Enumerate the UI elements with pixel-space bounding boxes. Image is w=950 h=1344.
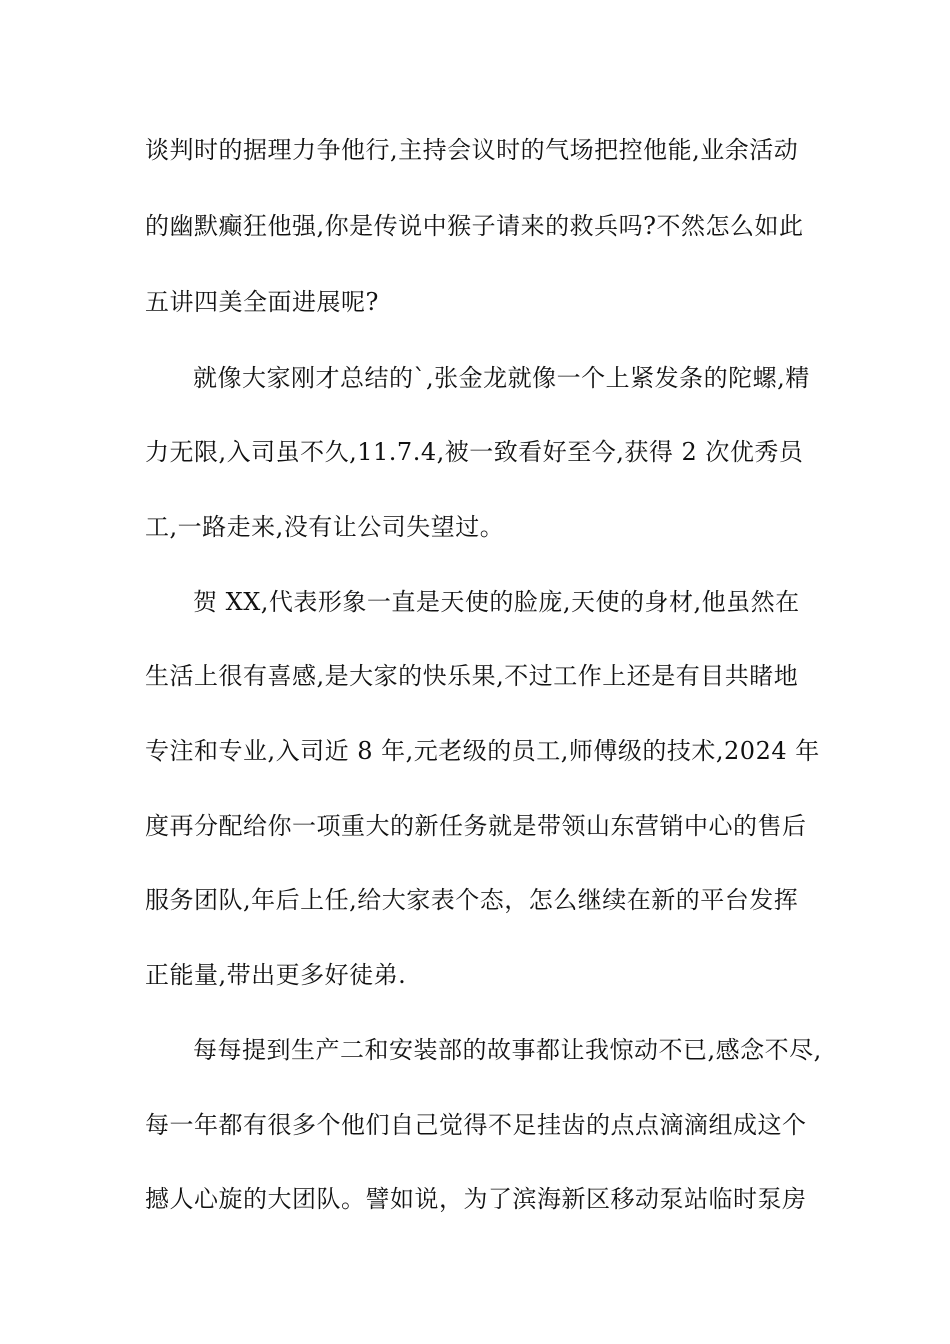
paragraph-1-line-3: 五讲四美全面进展呢? bbox=[145, 288, 379, 316]
paragraph-2-line-1: 就像大家刚才总结的`,张金龙就像一个上紧发条的陀螺,精 bbox=[193, 364, 810, 392]
paragraph-4-line-3: 撼人心旋的大团队。譬如说，为了滨海新区移动泵站临时泵房 bbox=[145, 1185, 807, 1213]
paragraph-1-line-1: 谈判时的据理力争他行,主持会议时的气场把控他能,业余活动 bbox=[145, 136, 799, 164]
paragraph-2-line-3: 工,一路走来,没有让公司失望过。 bbox=[145, 513, 505, 541]
paragraph-3-line-1: 贺 XX,代表形象一直是天使的脸庞,天使的身材,他虽然在 bbox=[193, 588, 800, 616]
paragraph-3-line-6: 正能量,带出更多好徒弟. bbox=[145, 961, 407, 989]
paragraph-2-line-2: 力无限,入司虽不久,11.7.4,被一致看好至今,获得 2 次优秀员 bbox=[145, 438, 804, 466]
paragraph-4-line-1: 每每提到生产二和安装部的故事都让我惊动不已,感念不尽, bbox=[193, 1036, 822, 1064]
paragraph-4-line-2: 每一年都有很多个他们自己觉得不足挂齿的点点滴滴组成这个 bbox=[145, 1111, 807, 1139]
paragraph-3-line-5: 服务团队,年后上任,给大家表个态，怎么继续在新的平台发挥 bbox=[145, 886, 799, 914]
paragraph-3-line-4: 度再分配给你一项重大的新任务就是带领山东营销中心的售后 bbox=[145, 812, 807, 840]
paragraph-3-line-3: 专注和专业,入司近 8 年,元老级的员工,师傅级的技术,2024 年 bbox=[145, 737, 820, 765]
paragraph-1-line-2: 的幽默癫狂他强,你是传说中猴子请来的救兵吗?不然怎么如此 bbox=[145, 212, 804, 240]
paragraph-3-line-2: 生活上很有喜感,是大家的快乐果,不过工作上还是有目共睹地 bbox=[145, 662, 799, 690]
